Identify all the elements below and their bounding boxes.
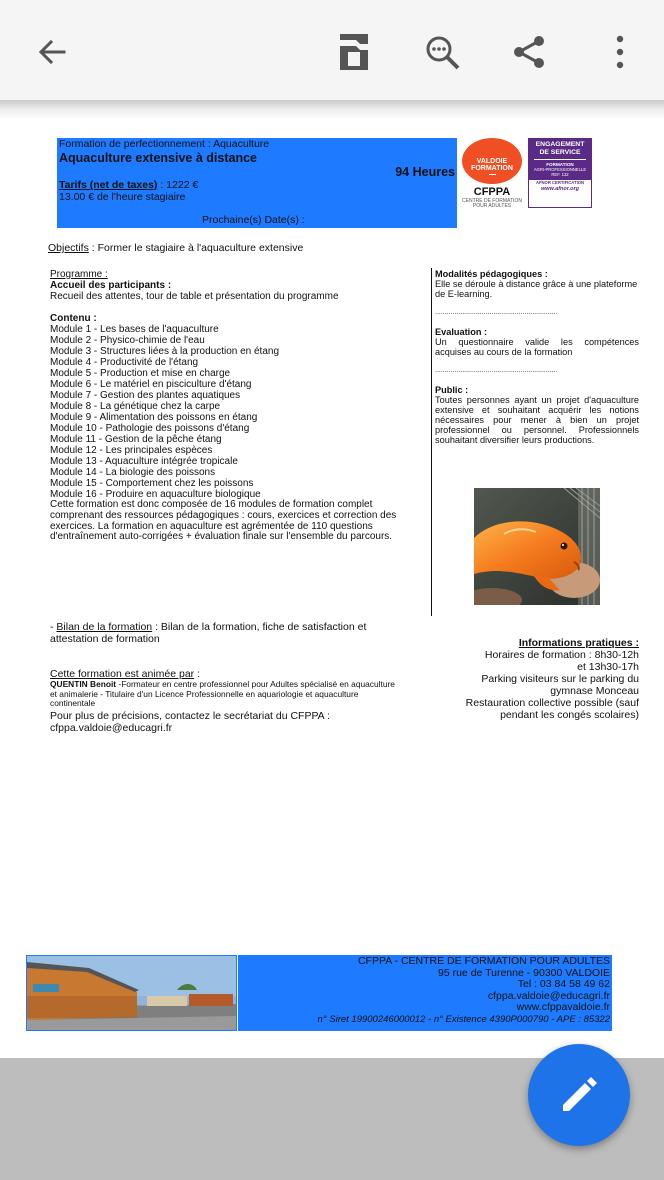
badge-line4: AGRI-PROFESSIONNELLE — [533, 167, 587, 172]
badge-line2: DE SERVICE — [539, 149, 581, 156]
list-item: Module 1 - Les bases de l'aquaculture — [50, 324, 219, 335]
more-vert-icon — [615, 34, 625, 70]
list-item: Module 5 - Production et mise en charge — [50, 368, 231, 379]
accueil-title: Accueil des participants : — [50, 280, 172, 291]
document-page[interactable] — [0, 118, 664, 1058]
cfppa-logo — [459, 138, 525, 226]
logo-name-line1: VALDOIE — [476, 157, 508, 165]
list-item: Module 6 - Le matériel en pisciculture d'étang — [50, 379, 252, 390]
koi-fish-photo — [474, 488, 600, 605]
footer-org: CFPPA - CENTRE DE FORMATION POUR ADULTES — [357, 955, 610, 967]
animee-section — [50, 669, 395, 734]
infos-restauration: Restauration collective possible (sauf pendant les congés scolaires) — [465, 697, 639, 721]
footer-siret: n° Siret 19900246000012 - n° Existence 4390P000790 - APE : 85322 — [317, 1013, 610, 1025]
logo-dash — [489, 174, 496, 175]
footer-tel: Tel : 03 84 58 49 62 — [517, 978, 610, 991]
list-item: Module 13 - Aquaculture intégrée tropicale — [50, 456, 238, 467]
objectifs-line — [48, 243, 303, 254]
header-tarifs — [59, 180, 198, 191]
back-button[interactable] — [28, 28, 76, 76]
badge-line5: REF. 132 — [551, 172, 569, 177]
dotted-separator: ............................................................... — [435, 367, 558, 374]
koi-fish-image — [474, 488, 600, 605]
list-item: Module 4 - Productivité de l'étang — [50, 357, 199, 368]
list-item: Module 15 - Comportement chez les poissons — [50, 478, 254, 489]
info-sidebar — [435, 269, 639, 445]
badge-line6: AFNOR CERTIFICATION — [535, 180, 585, 185]
programme-summary: Cette formation est donc composée de 16 modules de formation complet comprenant des ressources pédagogiques : cours, exercices et correction des exercices. La formation en aquaculture est agrémentée de 110 questions d'entraînement auto-corrigées + évaluation finale sur l'ensemble du parcours. — [50, 499, 397, 543]
trainer-bio: -Formateur en centre professionnel pour Adultes spécialisé en aquaculture et animalerie - Titulaire d'un Licence Professionnelle en aquariologie et aquaculture continentale — [50, 679, 395, 708]
badge-line1: ENGAGEMENT — [535, 141, 585, 148]
bilan-label: Bilan de la formation — [56, 621, 153, 633]
footer-email: cfppa.valdoie@educagri.fr — [487, 989, 610, 1002]
arrow-left-icon — [34, 34, 70, 70]
header-box — [57, 138, 457, 228]
animee-suffix: : — [194, 668, 200, 680]
dotted-separator: ............................................................... — [435, 309, 558, 316]
header-per-hour: 13.00 € de l'heure stagiaire — [59, 191, 186, 203]
list-item: Module 10 - Pathologie des poissons d'étang — [50, 423, 250, 434]
spacer — [50, 302, 400, 313]
trainer-name: QUENTIN Benoit — [50, 679, 117, 689]
public-title: Public : — [435, 385, 469, 395]
building-image — [27, 956, 237, 1031]
edit-fab-button[interactable] — [528, 1044, 630, 1146]
badge-line3: FORMATION — [546, 162, 574, 167]
search-button[interactable] — [418, 28, 466, 76]
logo-circle — [462, 138, 522, 184]
infos-horaires: Horaires de formation : 8h30-12h et 13h30-17h — [484, 649, 639, 673]
contact-text: Pour plus de précisions, contactez le secrétariat du CFPPA : cfppa.valdoie@educagri.fr — [50, 709, 330, 734]
logo-cfppa: CFPPA — [473, 186, 511, 198]
list-item: Module 11 - Gestion de la pêche étang — [50, 434, 222, 445]
infos-parking: Parking visiteurs sur le parking du gymnase Monceau — [481, 673, 639, 697]
badge-divider — [534, 159, 586, 160]
list-item: Module 2 - Physico-chimie de l'eau — [50, 335, 205, 346]
infos-pratiques — [440, 637, 639, 721]
list-item: Module 14 - La biologie des poissons — [50, 467, 216, 478]
list-item: Module 7 - Gestion des plantes aquatiques — [50, 390, 241, 401]
list-item: Module 3 - Structures liées à la production en étang — [50, 346, 280, 357]
programme-label: Programme : — [50, 269, 108, 280]
infos-title: Informations pratiques : — [518, 637, 639, 649]
outline-button[interactable] — [330, 28, 378, 76]
badge-top — [529, 139, 591, 180]
more-options-button[interactable] — [596, 28, 644, 76]
evaluation-title: Evaluation : — [435, 327, 488, 337]
bilan-section — [50, 621, 395, 645]
footer-contact-box — [238, 955, 612, 1031]
footer-web: www.cfppavaldoie.fr — [516, 1001, 610, 1014]
modalites-text: Elle se déroule à distance grâce à une plateforme de E-learning. — [435, 279, 638, 299]
bilan-prefix: - — [50, 621, 57, 633]
module-list — [50, 324, 400, 500]
header-next-dates: Prochaine(s) Date(s) : — [202, 214, 305, 226]
evaluation-text: Un questionnaire valide les compétences acquises au cours de la formation — [435, 337, 639, 357]
public-text: Toutes personnes ayant un projet d'aquaculture extensive et souhaitant acquérir les notions nécessaires pour mener à bien un projet professionnel ou personnel. Professionnels souhaitant diversifier leurs productions. — [435, 395, 639, 445]
building-photo — [26, 955, 237, 1031]
header-pretitle: Formation de perfectionnement : Aquaculture — [59, 138, 270, 150]
header-hours: 94 Heures — [395, 165, 455, 179]
tarifs-label: Tarifs (net de taxes) — [59, 179, 158, 191]
list-item: Module 9 - Alimentation des poissons en étang — [50, 412, 258, 423]
share-button[interactable] — [505, 28, 553, 76]
logo-name-line2: FORMATION — [471, 164, 513, 172]
objectifs-label: Objectifs — [48, 242, 89, 254]
column-divider — [431, 268, 432, 616]
accueil-text: Recueil des attentes, tour de table et présentation du programme — [50, 291, 339, 302]
toolbar-shadow — [0, 100, 664, 120]
list-item: Module 16 - Produire en aquaculture biologique — [50, 489, 261, 500]
contenu-title: Contenu : — [50, 313, 97, 324]
footer-address: 95 rue de Turenne - 90300 VALDOIE — [438, 966, 610, 979]
programme-section — [50, 269, 400, 543]
share-icon — [510, 33, 548, 71]
search-zoom-icon — [422, 32, 462, 72]
document-outline-icon — [338, 32, 370, 72]
app-toolbar — [0, 0, 664, 104]
bilan-text: : Bilan de la formation, fiche de satisfaction et attestation de formation — [50, 621, 367, 645]
objectifs-text: : Former le stagiaire à l'aquaculture extensive — [88, 242, 304, 254]
tarifs-value: : 1222 € — [157, 179, 199, 191]
modalites-title: Modalités pédagogiques : — [435, 269, 548, 279]
pencil-edit-icon — [557, 1073, 601, 1117]
animee-label: Cette formation est animée par — [50, 668, 195, 680]
logo-sub2: POUR ADULTES — [472, 203, 512, 209]
list-item: Module 12 - Les principales espèces — [50, 445, 213, 456]
afnor-badge — [528, 138, 592, 208]
logo-sub1: CENTRE DE FORMATION — [462, 198, 522, 204]
badge-url: www.afnor.org — [541, 186, 579, 192]
header-title: Aquaculture extensive à distance — [59, 151, 257, 165]
list-item: Module 8 - La génétique chez la carpe — [50, 401, 221, 412]
